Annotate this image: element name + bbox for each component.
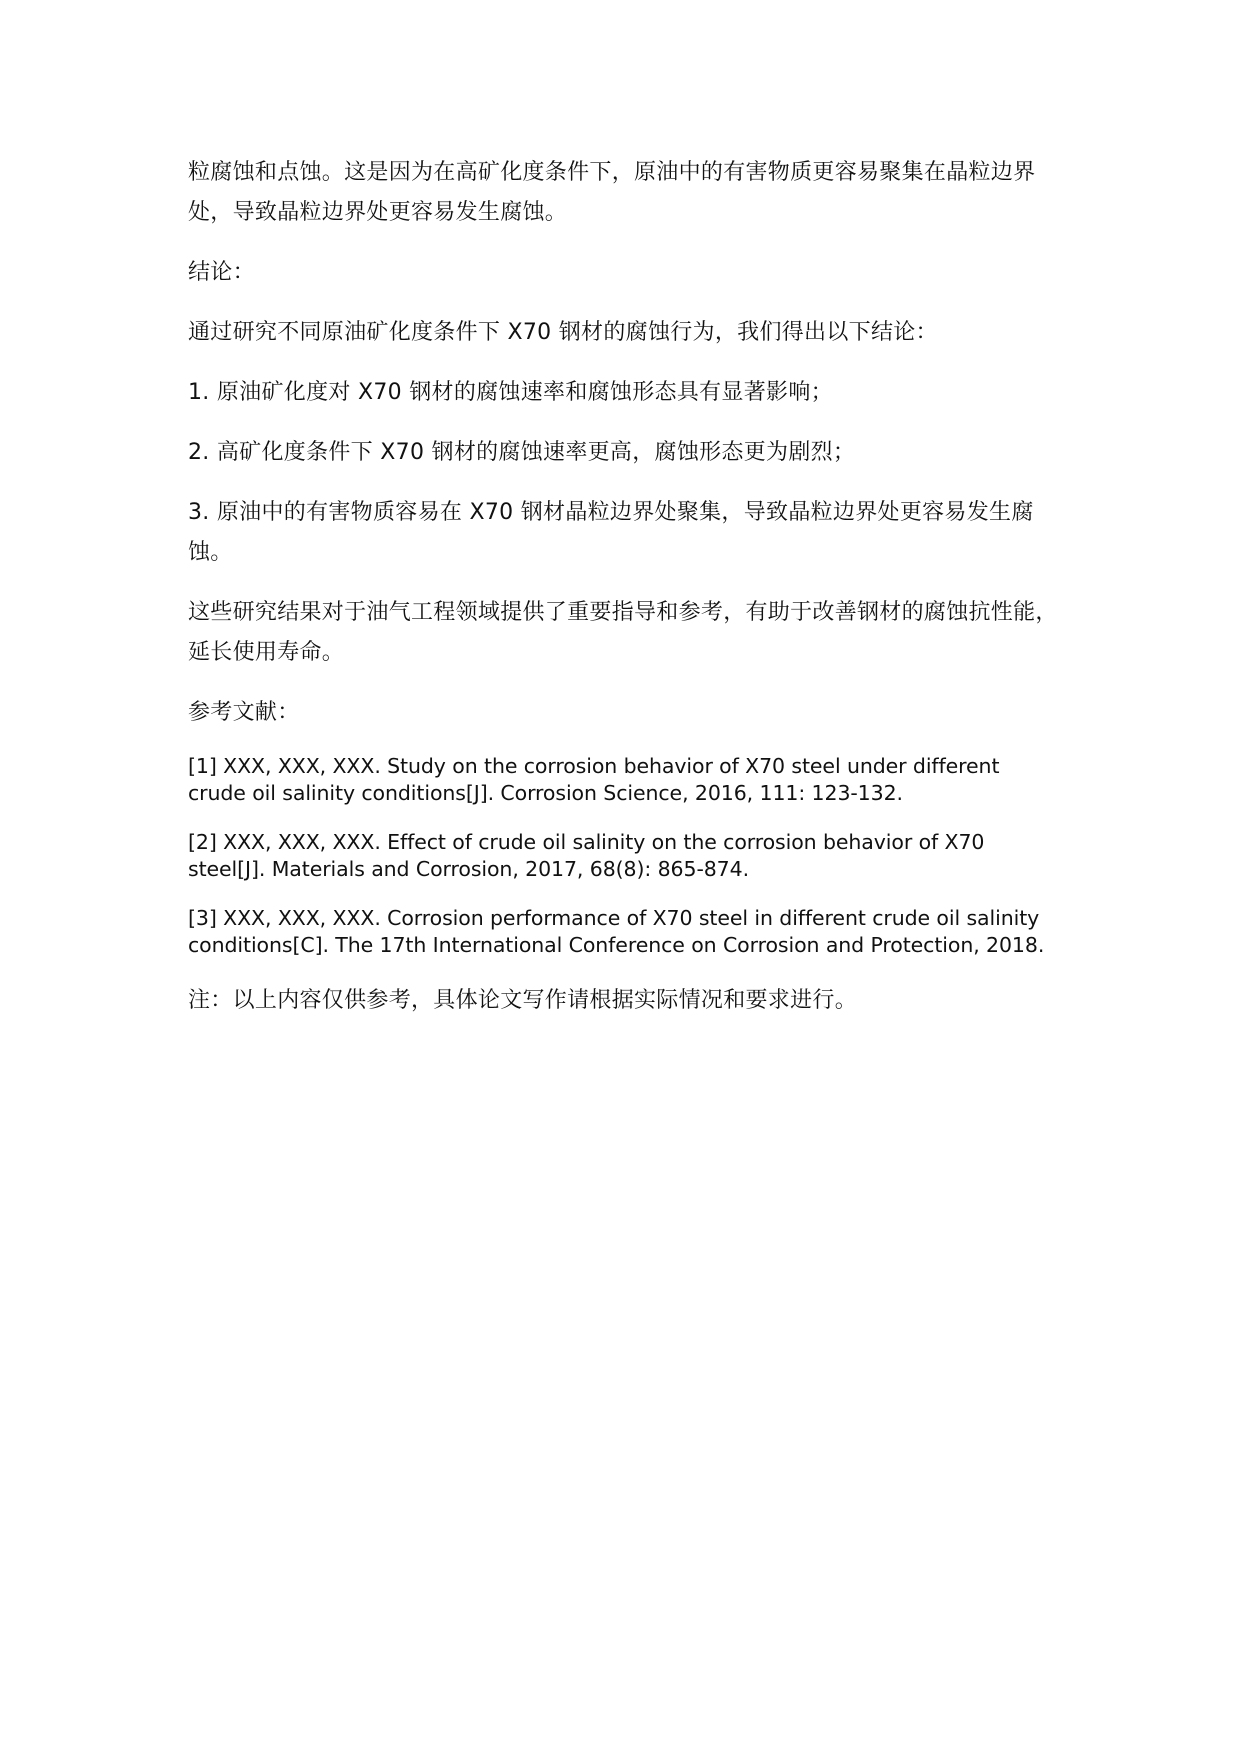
reference-list (188, 753, 1058, 959)
intro-tail-paragraph: 粒腐蚀和点蚀。这是因为在高矿化度条件下，原油中的有害物质更容易聚集在晶粒边界处，导致晶粒边界处更容易发生腐蚀。 (188, 160, 1036, 225)
significance-paragraph: 这些研究结果对于油气工程领域提供了重要指导和参考，有助于改善钢材的腐蚀抗性能，延长使用寿命。 (188, 600, 1058, 665)
reference-item-1: [1] XXX, XXX, XXX. Study on the corrosion behavior of X70 steel under different crude oil salinity conditions[J]. Corrosion Science, 2016, 111: 123-132. (188, 754, 1000, 805)
conclusion-item-3: 3. 原油中的有害物质容易在 X70 钢材晶粒边界处聚集，导致晶粒边界处更容易发生腐蚀。 (188, 500, 1034, 565)
document-body (188, 153, 1058, 1041)
conclusion-item-1: 1. 原油矿化度对 X70 钢材的腐蚀速率和腐蚀形态具有显著影响； (188, 380, 833, 405)
conclusion-intro-paragraph: 通过研究不同原油矿化度条件下 X70 钢材的腐蚀行为，我们得出以下结论： (188, 320, 938, 345)
reference-item-3: [3] XXX, XXX, XXX. Corrosion performance of X70 steel in different crude oil salinity conditions[C]. The 17th International Conference on Corrosion and Protection, 2018. (188, 906, 1045, 957)
references-heading: 参考文献： (188, 700, 300, 725)
reference-item-2: [2] XXX, XXX, XXX. Effect of crude oil salinity on the corrosion behavior of X70 steel[J]. Materials and Corrosion, 2017, 68(8): 865-874. (188, 830, 985, 881)
disclaimer-note: 注：以上内容仅供参考，具体论文写作请根据实际情况和要求进行。 (188, 988, 858, 1013)
conclusion-heading: 结论： (188, 260, 255, 285)
conclusion-item-2: 2. 高矿化度条件下 X70 钢材的腐蚀速率更高，腐蚀形态更为剧烈； (188, 440, 856, 465)
